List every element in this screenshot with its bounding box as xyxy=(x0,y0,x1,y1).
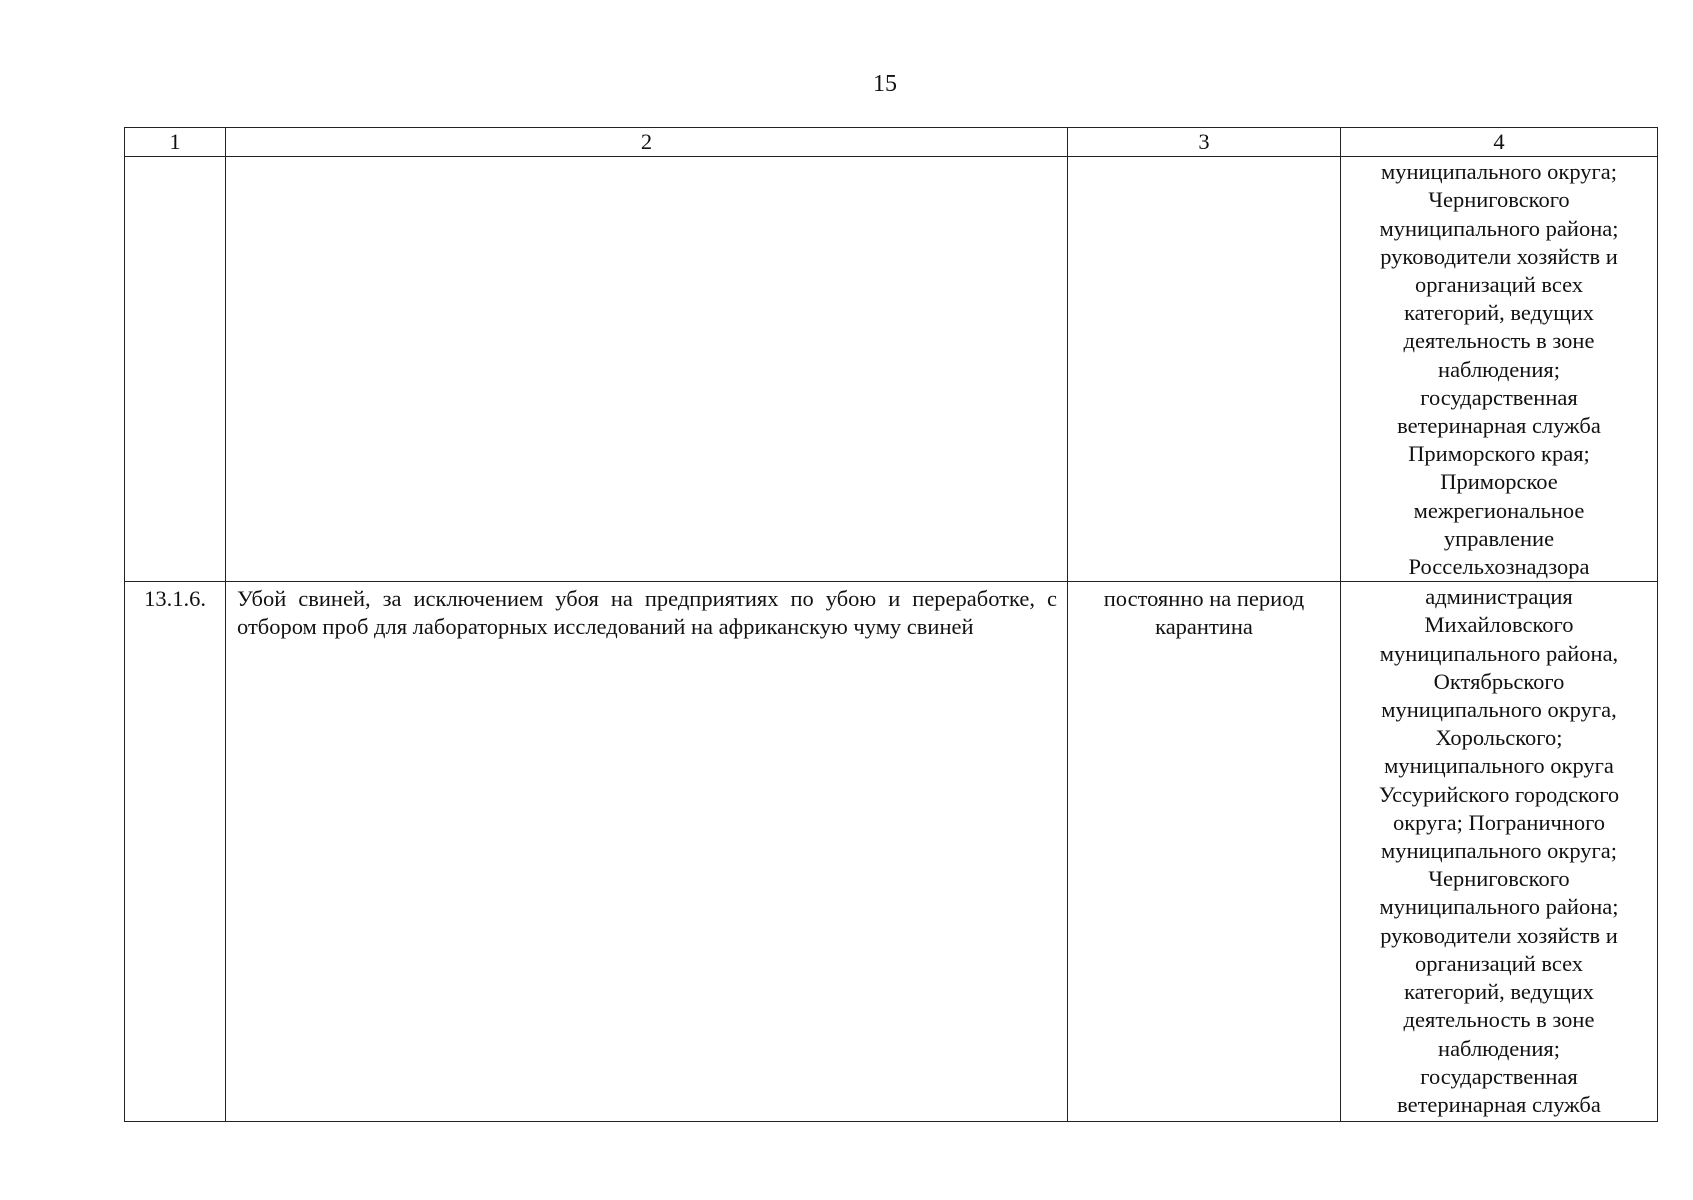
responsible-line: муниципального округа xyxy=(1384,753,1614,779)
responsible-line: государственная xyxy=(1420,1063,1578,1089)
responsible-line: категорий, ведущих xyxy=(1404,300,1594,326)
responsible-line: Октябрьского xyxy=(1433,668,1565,694)
table-row xyxy=(125,582,1658,1122)
page-number: 15 xyxy=(873,71,897,97)
responsible-line: муниципального района; xyxy=(1379,894,1619,920)
responsible-line: организаций всех xyxy=(1414,272,1584,298)
row-number-cell xyxy=(125,157,226,582)
table-row xyxy=(125,157,1658,582)
responsible-line: муниципального района; xyxy=(1379,215,1619,241)
row-number-cell: 13.1.6. xyxy=(125,582,226,1122)
responsible-line: Приморское xyxy=(1440,469,1558,495)
responsible-line: администрация xyxy=(1425,584,1573,610)
header-col-2: 2 xyxy=(226,128,1068,157)
responsible-line: ветеринарная служба xyxy=(1397,1091,1601,1117)
responsible-line: Россельхознадзора xyxy=(1408,554,1590,580)
measures-table xyxy=(124,127,1658,1122)
header-col-4: 4 xyxy=(1341,128,1658,157)
responsible-line: Приморского края; xyxy=(1408,441,1590,467)
responsible-line: муниципального округа; xyxy=(1380,159,1618,185)
responsible-line: деятельность в зоне xyxy=(1403,328,1595,354)
header-col-3: 3 xyxy=(1068,128,1341,157)
responsible-line: Хорольского; xyxy=(1435,725,1563,751)
responsible-line: муниципального округа, xyxy=(1381,697,1617,723)
row-period-cell xyxy=(1068,582,1341,1122)
responsible-line: ветеринарная служба xyxy=(1397,413,1601,439)
responsible-line: Михайловского xyxy=(1424,612,1574,638)
responsible-line: категорий, ведущих xyxy=(1404,979,1594,1005)
responsible-line: Уссурийского городского xyxy=(1378,781,1620,807)
responsible-line: государственная xyxy=(1420,384,1578,410)
responsible-line: руководители хозяйств и xyxy=(1380,243,1618,269)
row-description-cell xyxy=(226,157,1068,582)
header-col-1: 1 xyxy=(125,128,226,157)
responsible-line: наблюдения; xyxy=(1438,356,1560,382)
responsible-line: управление xyxy=(1443,525,1555,551)
table-header-row xyxy=(125,128,1658,157)
row-period-cell xyxy=(1068,157,1341,582)
row-responsible-cell xyxy=(1341,582,1658,1122)
responsible-line: наблюдения; xyxy=(1438,1035,1560,1061)
row-description-cell: Убой свиней, за исключением убоя на предприятиях по убою и переработке, с отбором проб для лабораторных исследований на африканскую чуму свиней xyxy=(226,582,1068,1122)
responsible-line: руководители хозяйств и xyxy=(1380,922,1618,948)
responsible-line: муниципального округа; xyxy=(1380,838,1618,864)
responsible-line: Черниговского xyxy=(1428,187,1570,213)
responsible-line: деятельность в зоне xyxy=(1403,1007,1595,1033)
responsible-line: организаций всех xyxy=(1414,950,1584,976)
responsible-line: межрегиональное xyxy=(1413,497,1585,523)
period-line: карантина xyxy=(1155,614,1253,640)
responsible-line: муниципального района, xyxy=(1379,640,1619,666)
responsible-line: округа; Пограничного xyxy=(1392,809,1606,835)
responsible-line: Черниговского xyxy=(1428,866,1570,892)
row-responsible-cell xyxy=(1341,157,1658,582)
period-line: постоянно на период xyxy=(1103,586,1305,612)
